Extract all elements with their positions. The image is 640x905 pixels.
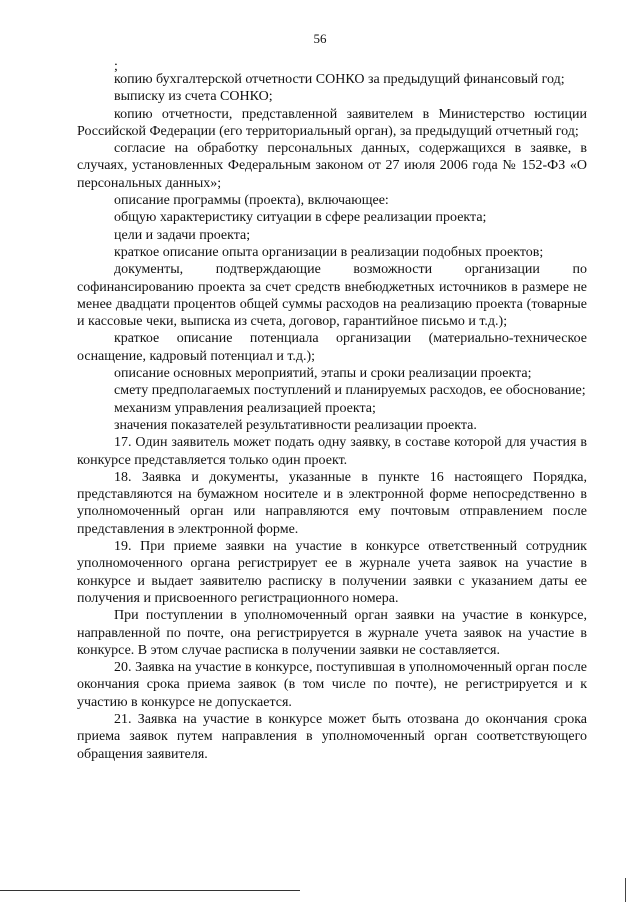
list-item-indicators: значения показателей результативности реализации проекта. [114,417,477,433]
clause-18: 18. Заявка и документы, указанные в пункте 16 настоящего Порядка, представляются на бумажном носителе и в электронной форме непосредственно в уполномоченный орган или направляются ему почтовым отправлением после представления в электронной форме. [77,469,587,537]
scan-edge-mark [625,878,626,902]
clause-19: 19. При приеме заявки на участие в конкурсе ответственный сотрудник уполномоченного органа регистрирует ее в журнале учета заявок на участие в конкурсе и выдает заявителю расписку в получении заявки с указанием даты ее получения и присвоенного регистрационного номера. [77,539,587,606]
bottom-rule [0,890,300,891]
list-item-program-description: описание программы (проекта), включающее: [114,193,389,209]
list-item-cofinancing-documents: документы, подтверждающие возможности организации по софинансированию проекта за счет средств внебюджетных источников в размере не менее двадцати процентов общей суммы расходов на реализацию проекта (товарные и кассовые чеки, выписка из счета, договор, гарантийное письмо и т.д.); [77,262,587,330]
paragraph-fragment: ; [114,59,118,74]
list-item-personal-data-consent: согласие на обработку персональных данных, содержащихся в заявке, в случаях, установленных Федеральным законом от 27 июля 2006 года № 152-ФЗ «О персональных данных»; [77,141,587,191]
list-item-management: механизм управления реализацией проекта; [114,400,376,416]
page-number: 56 [313,31,327,46]
list-item-accounting-report: копию бухгалтерской отчетности СОНКО за предыдущий финансовый год; [114,72,565,87]
list-item-goals: цели и задачи проекта; [114,227,251,243]
list-item-experience: краткое описание опыта организации в реализации подобных проектов; [114,244,544,260]
clause-19-continuation: При поступлении в уполномоченный орган заявки на участие в конкурсе, направленной по почте, она регистрируется в журнале учета заявок на участие в конкурсе. В этом случае расписка в получении заявки не составляется. [77,608,587,658]
document-body [77,59,587,763]
clause-21: 21. Заявка на участие в конкурсе может быть отозвана до окончания срока приема заявок путем направления в уполномоченный орган соответствующего обращения заявителя. [77,711,587,762]
list-item-potential: краткое описание потенциала организации (материально-техническое оснащение, кадровый потенциал и т.д.); [77,331,587,364]
list-item-activities: описание основных мероприятий, этапы и сроки реализации проекта; [114,366,532,382]
list-item-bank-statement: выписку из счета СОНКО; [114,89,273,105]
clause-20: 20. Заявка на участие в конкурсе, поступившая в уполномоченный орган после окончания срока приема заявок (в том числе по почте), не регистрируется и к участию в конкурсе не допускается. [77,660,587,710]
list-item-budget: смету предполагаемых поступлений и планируемых расходов, ее обоснование; [114,383,586,399]
list-item-situation: общую характеристику ситуации в сфере реализации проекта; [114,210,487,226]
list-item-ministry-report: копию отчетности, представленной заявителем в Министерство юстиции Российской Федерации (его территориальный орган), за предыдущий отчетный год; [77,106,587,139]
clause-17: 17. Один заявитель может подать одну заявку, в составе которой для участия в конкурсе представляется только один проект. [77,435,587,468]
